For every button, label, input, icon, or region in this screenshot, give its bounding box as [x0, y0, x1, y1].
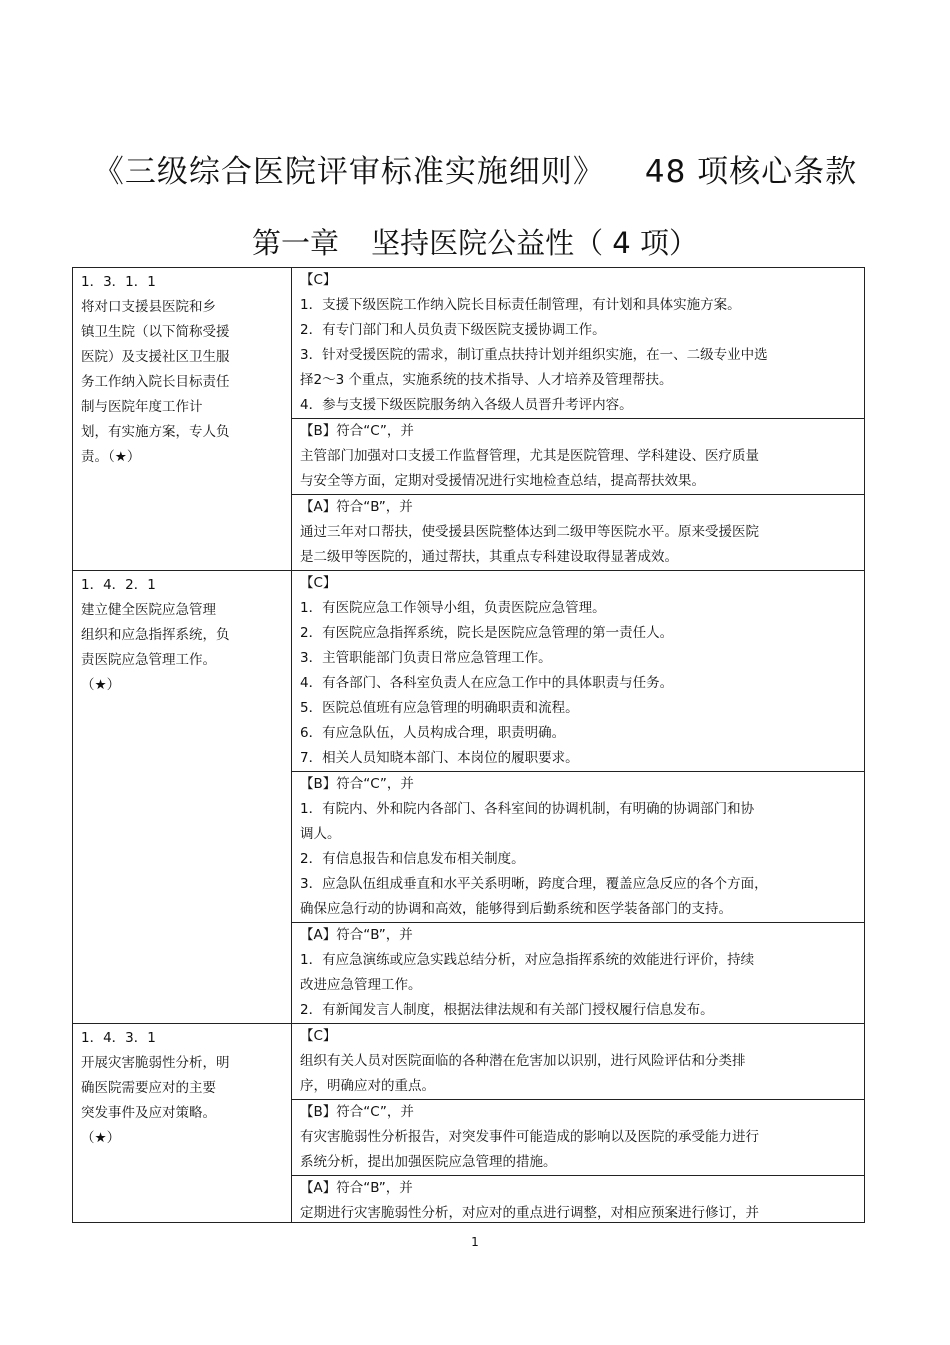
- grade-cell: [292, 571, 865, 1024]
- grade-cell: [292, 1024, 865, 1223]
- grade-text: 7．相关人员知晓本部门、本岗位的履职要求。: [300, 750, 579, 766]
- document-title: [0, 146, 950, 191]
- grade-text: 有灾害脆弱性分析报告，对突发事件可能造成的影响以及医院的承受能力进行: [300, 1129, 759, 1145]
- grade-text: 择2～3 个重点，实施系统的技术指导、人才培养及管理帮扶。: [300, 372, 673, 388]
- grade-text: 3．针对受援医院的需求，制订重点扶持计划并组织实施，在一、二级专业中选: [300, 347, 768, 363]
- grade-text: 序，明确应对的重点。: [300, 1078, 435, 1094]
- grade-text: 1．有医院应急工作领导小组，负责医院应急管理。: [300, 600, 606, 616]
- table-row: [73, 268, 865, 571]
- clause-text: 责。（★）: [81, 449, 141, 465]
- grade-text: 1．支援下级医院工作纳入院长目标责任制管理，有计划和具体实施方案。: [300, 297, 741, 313]
- grade-c-block: [292, 571, 864, 771]
- standards-table-body: [73, 268, 865, 1223]
- clause-cell: [73, 1024, 292, 1223]
- table-row: [73, 571, 865, 1024]
- clause-text: 突发事件及应对策略。: [81, 1105, 216, 1121]
- clause-text: （★）: [81, 1130, 121, 1146]
- grade-text: 主管部门加强对口支援工作监督管理，尤其是医院管理、学科建设、医疗质量: [300, 448, 759, 464]
- grade-text: 5．医院总值班有应急管理的明确职责和流程。: [300, 700, 579, 716]
- grade-b-block: [292, 1099, 864, 1175]
- grade-text: 定期进行灾害脆弱性分析，对应对的重点进行调整，对相应预案进行修订，并: [300, 1205, 759, 1221]
- grade-heading: 【C】: [300, 575, 337, 591]
- grade-text: 3．主管职能部门负责日常应急管理工作。: [300, 650, 552, 666]
- grade-text: 是二级甲等医院的，通过帮扶，其重点专科建设取得显著成效。: [300, 549, 678, 565]
- grade-text: 6．有应急队伍，人员构成合理，职责明确。: [300, 725, 566, 741]
- grade-text: 3．应急队伍组成垂直和水平关系明晰，跨度合理，覆盖应急反应的各个方面，: [300, 876, 768, 892]
- title-main: 《三级综合医院评审标准实施细则》: [92, 154, 605, 190]
- grade-heading: 【C】: [300, 272, 337, 288]
- grade-heading: 【A】符合“B”，并: [300, 927, 413, 943]
- grade-text: 2．有专门部门和人员负责下级医院支援协调工作。: [300, 322, 606, 338]
- clause-number: 1．3．1．1: [81, 274, 156, 290]
- clause-cell: [73, 268, 292, 571]
- grade-cell: [292, 268, 865, 571]
- grade-c-block: [292, 1024, 864, 1099]
- clause-text: 务工作纳入院长目标责任: [81, 374, 230, 390]
- grade-c-block: [292, 268, 864, 418]
- clause-text: 医院）及支援社区卫生服: [81, 349, 230, 365]
- grade-text: 2．有医院应急指挥系统，院长是医院应急管理的第一责任人。: [300, 625, 674, 641]
- grade-text: 改进应急管理工作。: [300, 977, 422, 993]
- chapter-heading: [0, 221, 950, 262]
- clause-text: 划，有实施方案，专人负: [81, 424, 230, 440]
- grade-b-block: [292, 418, 864, 494]
- clause-text: （★）: [81, 677, 121, 693]
- clause-text: 组织和应急指挥系统，负: [81, 627, 230, 643]
- table-row: [73, 1024, 865, 1223]
- clause-text: 开展灾害脆弱性分析，明: [81, 1055, 230, 1071]
- clause-text: 确医院需要应对的主要: [81, 1080, 216, 1096]
- clause-text: 责医院应急管理工作。: [81, 652, 216, 668]
- grade-text: 4．参与支援下级医院服务纳入各级人员晋升考评内容。: [300, 397, 633, 413]
- clause-cell: [73, 571, 292, 1024]
- clause-text: 镇卫生院（以下简称受援: [81, 324, 230, 340]
- grade-heading: 【B】符合“C”，并: [300, 1104, 414, 1120]
- clause-text: 制与医院年度工作计: [81, 399, 203, 415]
- page-number: 1: [471, 1235, 479, 1249]
- grade-text: 调人。: [300, 826, 341, 842]
- grade-text: 2．有新闻发言人制度，根据法律法规和有关部门授权履行信息发布。: [300, 1002, 714, 1018]
- grade-heading: 【B】符合“C”，并: [300, 423, 414, 439]
- clause-text: 建立健全医院应急管理: [81, 602, 216, 618]
- grade-text: 1．有应急演练或应急实践总结分析，对应急指挥系统的效能进行评价，持续: [300, 952, 755, 968]
- grade-b-block: [292, 771, 864, 922]
- grade-a-block: [292, 494, 864, 570]
- grade-heading: 【C】: [300, 1028, 337, 1044]
- grade-heading: 【B】符合“C”，并: [300, 776, 414, 792]
- grade-text: 2．有信息报告和信息发布相关制度。: [300, 851, 525, 867]
- clause-number: 1．4．3．1: [81, 1030, 156, 1046]
- grade-text: 1．有院内、外和院内各部门、各科室间的协调机制，有明确的协调部门和协: [300, 801, 755, 817]
- grade-a-block: [292, 1175, 864, 1222]
- grade-text: 系统分析，提出加强医院应急管理的措施。: [300, 1154, 557, 1170]
- grade-text: 与安全等方面，定期对受援情况进行实地检查总结，提高帮扶效果。: [300, 473, 705, 489]
- standards-table: [72, 267, 865, 1223]
- title-suffix: 48 项核心条款: [644, 154, 858, 190]
- grade-heading: 【A】符合“B”，并: [300, 499, 413, 515]
- grade-text: 组织有关人员对医院面临的各种潜在危害加以识别，进行风险评估和分类排: [300, 1053, 746, 1069]
- grade-heading: 【A】符合“B”，并: [300, 1180, 413, 1196]
- grade-text: 确保应急行动的协调和高效，能够得到后勤系统和医学装备部门的支持。: [300, 901, 732, 917]
- clause-text: 将对口支援县医院和乡: [81, 299, 216, 315]
- chapter-prefix: 第一章: [252, 226, 340, 260]
- clause-number: 1．4．2．1: [81, 577, 156, 593]
- grade-text: 通过三年对口帮扶，使受援县医院整体达到二级甲等医院水平。原来受援医院: [300, 524, 759, 540]
- grade-a-block: [292, 922, 864, 1023]
- grade-text: 4．有各部门、各科室负责人在应急工作中的具体职责与任务。: [300, 675, 674, 691]
- chapter-name: 坚持医院公益性（ 4 项）: [371, 226, 698, 260]
